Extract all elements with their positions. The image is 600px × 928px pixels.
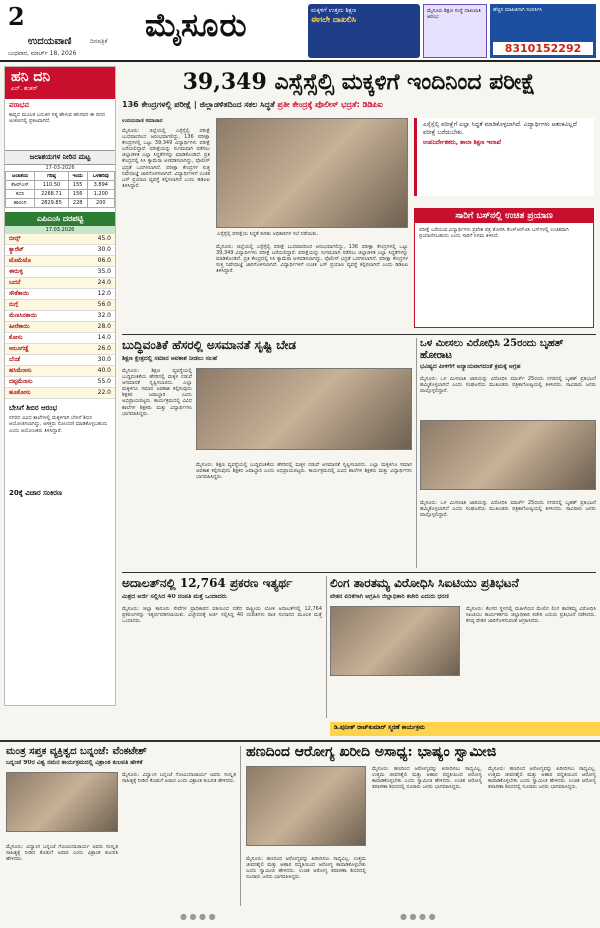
market-rate-date: 17.03.2026 — [5, 226, 115, 234]
masthead — [0, 0, 600, 62]
list-item — [5, 245, 115, 256]
column-divider — [240, 746, 241, 906]
list-item — [5, 388, 115, 399]
ad-text: ಹೆಚ್ಚಿನ ಮಾಹಿತಿಗಾಗಿ ಸಂಪರ್ಕಿಸಿ — [493, 7, 542, 13]
story-b-sub: ಭವಿಷ್ಯದ ಪೀಳಿಗೆಗೆ ಅನ್ಯಾಯವಾಗದಂತೆ ಕ್ರಮಕ್ಕೆ ಆಗ್ರಹ — [420, 364, 521, 370]
left-column — [4, 66, 116, 706]
list-item — [5, 322, 115, 333]
table-header: ಇಂದು — [68, 172, 87, 181]
item-value: 45.0 — [97, 235, 111, 243]
list-item — [5, 278, 115, 289]
bottom-b-body: ಮೈಸೂರು: ಹಣದಿಂದ ಆರೋಗ್ಯವನ್ನು ಖರೀದಿಸಲು ಸಾಧ್ಯವಿಲ್ಲ. ಉತ್ತಮ ಜೀವನಶೈಲಿ ಮತ್ತು ಆಹಾರ ಪದ್ಧತಿಯಿಂದ ಆರೋಗ್ಯ ಕಾಪಾಡಿಕೊಳ್ಳಬೇಕು ಎಂದು ಸ್ವಾಮೀಜಿ ಹೇಳಿದರು. ಉಚಿತ ಆರೋಗ್ಯ ತಪಾಸಣಾ ಶಿಬಿರದಲ್ಲಿ ನೂರಾರು ಜನರು ಭಾಗವಹಿಸಿದ್ದರು. — [372, 766, 482, 791]
item-value: 55.0 — [97, 378, 111, 386]
table-cell: 2268.71 — [35, 190, 69, 199]
bottom-a-body: ಮೈಸೂರು: ವಿದ್ವಾಂಸ ಬನ್ನಂಜೆ ಗೋವಿಂದಾಚಾರ್ಯ ಅವರು ಸಂಸ್ಕೃತ ಸಾಹಿತ್ಯಕ್ಕೆ ನೀಡಿದ ಕೊಡುಗೆ ಅಪಾರ ಎಂದು ವಿಶ್ರಾಂತ ಕುಲಪತಿ ಹೇಳಿದರು. — [122, 772, 236, 785]
table-header: ಜಲಾಶಯ — [6, 172, 35, 181]
transport-box-title: ಸಾರಿಗೆ ಬಸ್‌ನಲ್ಲಿ ಉಚಿತ ಪ್ರಯಾಣ — [415, 209, 593, 223]
divider — [122, 334, 596, 335]
lead-subheading — [122, 100, 596, 110]
item-value: 40.0 — [97, 367, 111, 375]
bottom-a-body-cont: ಮೈಸೂರು: ವಿದ್ವಾಂಸ ಬನ್ನಂಜೆ ಗೋವಿಂದಾಚಾರ್ಯ ಅವರು ಸಂಸ್ಕೃತ ಸಾಹಿತ್ಯಕ್ಕೆ ನೀಡಿದ ಕೊಡುಗೆ ಅಪಾರ ಎಂದು ವಿಶ್ರಾಂತ ಕುಲಪತಿ ಹೇಳಿದರು. — [6, 844, 118, 863]
item-value: 56.0 — [97, 301, 111, 309]
transport-box-text: ಪರೀಕ್ಷೆ ಬರೆಯುವ ವಿದ್ಯಾರ್ಥಿಗಳು ಪ್ರವೇಶ ಪತ್ರ ತೋರಿಸಿ ಕೆಎಸ್‌ಆರ್‌ಟಿಸಿ ಬಸ್‌ಗಳಲ್ಲಿ ಉಚಿತವಾಗಿ ಪ್ರಯಾಣಿಸಬಹುದು ಎಂದು ಸಾರಿಗೆ ನಿಗಮ ತಿಳಿಸಿದೆ. — [419, 227, 569, 240]
item-name: ಬದನೆ — [9, 279, 21, 287]
story-d-sub: ವೇತನ ಏರಿಕೆಗಾಗಿ ಆಗ್ರಹಿಸಿ ಜಿಲ್ಲಾಧಿಕಾರಿ ಕಚೇರಿ ಎದುರು ಧರಣಿ — [330, 594, 449, 600]
table-row — [6, 181, 115, 190]
left-story2-title: 20ಕ್ಕೆ ವಿಚಾರ ಸಂಕಿರಣ — [9, 489, 62, 498]
story-c-body: ಮೈಸೂರು: ಜಿಲ್ಲಾ ಕಾನೂನು ಸೇವೆಗಳ ಪ್ರಾಧಿಕಾರದ ವತಿಯಿಂದ ನಡೆದ ರಾಷ್ಟ್ರೀಯ ಲೋಕ ಅದಾಲತ್‌ನಲ್ಲಿ 12,764 ಪ್ರಕರಣಗಳನ್ನು ಇತ್ಯರ್ಥಪಡಿಸಲಾಯಿತು. ವಿಚ್ಛೇದನಕ್ಕೆ ಅರ್ಜಿ ಸಲ್ಲಿಸಿದ್ದ 40 ದಂಪತಿಗಳು ರಾಜಿ ಸಂಧಾನದ ಮೂಲಕ ಮತ್ತೆ ಒಂದಾದರು. — [122, 606, 322, 625]
story-b-body: ಮೈಸೂರು: ಒಳ ಮೀಸಲಾತಿ ಜಾರಿಯನ್ನು ವಿರೋಧಿಸಿ ಮಾರ್ಚ್ 25ರಂದು ನಗರದಲ್ಲಿ ಬೃಹತ್ ಪ್ರತಿಭಟನೆ ಹಮ್ಮಿಕೊಳ್ಳಲಾಗಿದೆ ಎಂದು ಸಂಘಟನೆಯ ಮುಖಂಡರು ಪತ್ರಿಕಾಗೋಷ್ಠಿಯಲ್ಲಿ ತಿಳಿಸಿದರು. ಸಾವಿರಾರು ಜನರು ಪಾಲ್ಗೊಳ್ಳಲಿದ್ದಾರೆ. — [420, 376, 596, 395]
table-row — [6, 190, 115, 199]
item-name: ದಪ್ಪಮೆಣಸು — [9, 378, 33, 386]
story-a-body: ಮೈಸೂರು: ಶಿಕ್ಷಣ ವ್ಯವಸ್ಥೆಯಲ್ಲಿ ಬುದ್ಧಿವಂತಿಕೆಯ ಹೆಸರಿನಲ್ಲಿ ಮಕ್ಕಳ ನಡುವೆ ಅಸಮಾನತೆ ಸೃಷ್ಟಿಸಬಾರದು. ಎಲ್ಲಾ ಮಕ್ಕಳಿಗೂ ಸಮಾನ ಅವಕಾಶ ಕಲ್ಪಿಸುವುದು ಶಿಕ್ಷಕರ ಜವಾಬ್ದಾರಿ ಎಂದು ಅಭಿಪ್ರಾಯಪಟ್ಟರು. ಕಾರ್ಯಕ್ರಮದಲ್ಲಿ ವಿವಿಧ ಶಾಲೆಗಳ ಶಿಕ್ಷಕರು ಮತ್ತು ವಿದ್ಯಾರ್ಥಿಗಳು ಭಾಗವಹಿಸಿದ್ದರು. — [122, 368, 192, 417]
advertisement-school[interactable] — [308, 4, 420, 58]
section-title: ಮೈಸೂರು — [145, 6, 248, 44]
poem-title: ಪರಾಭವ — [9, 101, 29, 109]
reservoir-title: ಜಲಾಶಯಗಳ ನೀರಿನ ಮಟ್ಟ — [5, 150, 115, 165]
item-value: 12.0 — [97, 290, 111, 298]
transport-box — [414, 208, 594, 328]
table-cell: 156 — [68, 190, 87, 199]
honey-dani-header — [5, 67, 115, 99]
item-value: 30.0 — [97, 246, 111, 254]
column-title: ಹನಿ ದನಿ — [11, 69, 51, 85]
story-a-body-cont: ಮೈಸೂರು: ಶಿಕ್ಷಣ ವ್ಯವಸ್ಥೆಯಲ್ಲಿ ಬುದ್ಧಿವಂತಿಕೆಯ ಹೆಸರಿನಲ್ಲಿ ಮಕ್ಕಳ ನಡುವೆ ಅಸಮಾನತೆ ಸೃಷ್ಟಿಸಬಾರದು. ಎಲ್ಲಾ ಮಕ್ಕಳಿಗೂ ಸಮಾನ ಅವಕಾಶ ಕಲ್ಪಿಸುವುದು ಶಿಕ್ಷಕರ ಜವಾಬ್ದಾರಿ ಎಂದು ಅಭಿಪ್ರಾಯಪಟ್ಟರು. ಕಾರ್ಯಕ್ರಮದಲ್ಲಿ ವಿವಿಧ ಶಾಲೆಗಳ ಶಿಕ್ಷಕರು ಮತ್ತು ವಿದ್ಯಾರ್ಥಿಗಳು ಭಾಗವಹಿಸಿದ್ದರು. — [196, 462, 412, 481]
list-item — [5, 234, 115, 245]
item-name: ಹಸಿಮೆಣಸು — [9, 367, 32, 375]
column-divider — [326, 576, 327, 718]
lead-body-cont: ಮೈಸೂರು: ಜಿಲ್ಲೆಯಲ್ಲಿ ಎಸ್ಸೆಸ್ಸೆಲ್ಸಿ ಪರೀಕ್ಷೆ ಬುಧವಾರದಿಂದ ಆರಂಭವಾಗಲಿದ್ದು, 136 ಪರೀಕ್ಷಾ ಕೇಂದ್ರಗಳಲ್ಲಿ ಒಟ್ಟು 39,349 ವಿದ್ಯಾರ್ಥಿಗಳು ಪರೀಕ್ಷೆ ಬರೆಯಲಿದ್ದಾರೆ. ಪರೀಕ್ಷೆಯನ್ನು ಸುಗಮವಾಗಿ ನಡೆಸಲು ಜಿಲ್ಲಾಡಳಿತ ಎಲ್ಲಾ ಸಿದ್ಧತೆಗಳನ್ನು ಮಾಡಿಕೊಂಡಿದೆ. ಪ್ರತಿ ಕೇಂದ್ರದಲ್ಲಿ ಸಿಸಿ ಕ್ಯಾಮೆರಾ ಅಳವಡಿಸಲಾಗಿದ್ದು, ಪೊಲೀಸ್ ಭದ್ರತೆ ಒದಗಿಸಲಾಗಿದೆ. ಪರೀಕ್ಷಾ ಕೇಂದ್ರಗಳ ಸುತ್ತ ನಿಷೇಧಾಜ್ಞೆ ಜಾರಿಗೊಳಿಸಲಾಗಿದೆ. ವಿದ್ಯಾರ್ಥಿಗಳಿಗೆ ಉಚಿತ ಬಸ್ ಪ್ರಯಾಣ ವ್ಯವಸ್ಥೆ ಕಲ್ಪಿಸಲಾಗಿದೆ ಎಂದು ಡಿಡಿಪಿಐ ತಿಳಿಸಿದ್ದಾರೆ. — [216, 244, 408, 275]
date-line: ಬುಧವಾರ, ಮಾರ್ಚ್ 18, 2026 — [8, 50, 77, 57]
market-rate-title: ಎಪಿಎಂಸಿ ದರಪಟ್ಟಿ — [5, 212, 115, 226]
paper-sub: ದಿನಪತ್ರಿಕೆ — [90, 38, 108, 45]
list-item — [5, 344, 115, 355]
list-item — [5, 289, 115, 300]
story-a-photo[interactable] — [196, 368, 412, 450]
list-item — [5, 267, 115, 278]
story-b-headline[interactable]: ಒಳ ಮೀಸಲು ವಿರೋಧಿಸಿ 25ರಂದು ಬೃಹತ್ ಹೋರಾಟ — [420, 338, 564, 361]
bottom-b-body-more: ಮೈಸೂರು: ಹಣದಿಂದ ಆರೋಗ್ಯವನ್ನು ಖರೀದಿಸಲು ಸಾಧ್ಯವಿಲ್ಲ. ಉತ್ತಮ ಜೀವನಶೈಲಿ ಮತ್ತು ಆಹಾರ ಪದ್ಧತಿಯಿಂದ ಆರೋಗ್ಯ ಕಾಪಾಡಿಕೊಳ್ಳಬೇಕು ಎಂದು ಸ್ವಾಮೀಜಿ ಹೇಳಿದರು. ಉಚಿತ ಆರೋಗ್ಯ ತಪಾಸಣಾ ಶಿಬಿರದಲ್ಲಿ ನೂರಾರು ಜನರು ಭಾಗವಹಿಸಿದ್ದರು. — [246, 856, 366, 881]
table-cell: ಕೆಆರ್‌ಎಸ್ — [6, 181, 35, 190]
reservoir-date: 17-03-2026 — [45, 165, 75, 171]
item-value: 30.0 — [97, 356, 111, 364]
lead-headline[interactable]: 39,349 ಎಸ್ಸೆಸ್ಸೆಲ್ಸಿ ಮಕ್ಕಳಿಗೆ ಇಂದಿನಿಂದ ಪರೀಕ್ಷೆ — [182, 69, 536, 95]
lead-body: ಮೈಸೂರು: ಜಿಲ್ಲೆಯಲ್ಲಿ ಎಸ್ಸೆಸ್ಸೆಲ್ಸಿ ಪರೀಕ್ಷೆ ಬುಧವಾರದಿಂದ ಆರಂಭವಾಗಲಿದ್ದು, 136 ಪರೀಕ್ಷಾ ಕೇಂದ್ರಗಳಲ್ಲಿ ಒಟ್ಟು 39,349 ವಿದ್ಯಾರ್ಥಿಗಳು ಪರೀಕ್ಷೆ ಬರೆಯಲಿದ್ದಾರೆ. ಪರೀಕ್ಷೆಯನ್ನು ಸುಗಮವಾಗಿ ನಡೆಸಲು ಜಿಲ್ಲಾಡಳಿತ ಎಲ್ಲಾ ಸಿದ್ಧತೆಗಳನ್ನು ಮಾಡಿಕೊಂಡಿದೆ. ಪ್ರತಿ ಕೇಂದ್ರದಲ್ಲಿ ಸಿಸಿ ಕ್ಯಾಮೆರಾ ಅಳವಡಿಸಲಾಗಿದ್ದು, ಪೊಲೀಸ್ ಭದ್ರತೆ ಒದಗಿಸಲಾಗಿದೆ. ಪರೀಕ್ಷಾ ಕೇಂದ್ರಗಳ ಸುತ್ತ ನಿಷೇಧಾಜ್ಞೆ ಜಾರಿಗೊಳಿಸಲಾಗಿದೆ. ವಿದ್ಯಾರ್ಥಿಗಳಿಗೆ ಉಚಿತ ಬಸ್ ಪ್ರಯಾಣ ವ್ಯವಸ್ಥೆ ಕಲ್ಪಿಸಲಾಗಿದೆ ಎಂದು ಡಿಡಿಪಿಐ ತಿಳಿಸಿದ್ದಾರೆ. — [122, 128, 210, 189]
bottom-a-sub: ಬನ್ನಂಜೆ 90ರ ವಿಶ್ವ ನಮನ ಕಾರ್ಯಕ್ರಮದಲ್ಲಿ ವಿಶ್ರಾಂತ ಕುಲಪತಿ ಹೇಳಿಕೆ — [6, 760, 143, 766]
list-item — [5, 355, 115, 366]
table-cell: 155 — [68, 181, 87, 190]
item-value: 24.0 — [97, 279, 111, 287]
paper-name: ಉದಯವಾಣಿ — [28, 36, 72, 47]
reservoir-table — [5, 171, 115, 208]
item-value: 06.0 — [97, 257, 111, 265]
column-author: ಎನ್. ಶಂಕರ್ — [11, 85, 38, 92]
item-name: ಮೆಣಸಿನಕಾಯಿ — [9, 312, 37, 320]
ad-highlight: ಈಗಲೇ ದಾಖಲಿಸಿ — [311, 15, 357, 24]
registration-mark: ● ● ● ● — [400, 912, 436, 921]
market-rate-list — [5, 234, 115, 399]
lead-quote — [414, 118, 594, 196]
advertisement-admission[interactable] — [423, 4, 487, 58]
story-b-photo[interactable] — [420, 420, 596, 490]
item-name: ಈರುಳ್ಳಿ — [9, 268, 23, 276]
story-b-body-cont: ಮೈಸೂರು: ಒಳ ಮೀಸಲಾತಿ ಜಾರಿಯನ್ನು ವಿರೋಧಿಸಿ ಮಾರ್ಚ್ 25ರಂದು ನಗರದಲ್ಲಿ ಬೃಹತ್ ಪ್ರತಿಭಟನೆ ಹಮ್ಮಿಕೊಳ್ಳಲಾಗಿದೆ ಎಂದು ಸಂಘಟನೆಯ ಮುಖಂಡರು ಪತ್ರಿಕಾಗೋಷ್ಠಿಯಲ್ಲಿ ತಿಳಿಸಿದರು. ಸಾವಿರಾರು ಜನರು ಪಾಲ್ಗೊಳ್ಳಲಿದ್ದಾರೆ. — [420, 500, 596, 519]
list-item — [5, 333, 115, 344]
item-value: 28.0 — [97, 323, 111, 331]
table-cell: 228 — [68, 199, 87, 208]
item-name: ಸೌತೆಕಾಯಿ — [9, 290, 30, 298]
item-name: ಬೀನ್ಸ್ — [9, 235, 21, 243]
list-item — [5, 377, 115, 388]
item-name: ಆಲೂಗಡ್ಡೆ — [9, 345, 29, 353]
ad-phone-number: 8310152292 — [493, 42, 593, 55]
table-cell: 110.50 — [35, 181, 69, 190]
table-cell: 2829.85 — [35, 199, 69, 208]
divider — [0, 740, 600, 742]
bottom-b-headline[interactable]: ಹಣದಿಂದ ಆರೋಗ್ಯ ಖರೀದಿ ಅಸಾಧ್ಯ: ಭಾಷ್ಯಂ ಸ್ವಾಮೀಜಿ — [246, 744, 497, 760]
item-name: ಹೂಕೋಸು — [9, 389, 31, 397]
lead-sub: 136 ಕೇಂದ್ರಗಳಲ್ಲಿ ಪರೀಕ್ಷೆ | ಜಿಲ್ಲಾಡಳಿತದಿಂದ ಸಕಲ ಸಿದ್ಧತೆ — [122, 100, 275, 109]
bottom-b-body-cont: ಮೈಸೂರು: ಹಣದಿಂದ ಆರೋಗ್ಯವನ್ನು ಖರೀದಿಸಲು ಸಾಧ್ಯವಿಲ್ಲ. ಉತ್ತಮ ಜೀವನಶೈಲಿ ಮತ್ತು ಆಹಾರ ಪದ್ಧತಿಯಿಂದ ಆರೋಗ್ಯ ಕಾಪಾಡಿಕೊಳ್ಳಬೇಕು ಎಂದು ಸ್ವಾಮೀಜಿ ಹೇಳಿದರು. ಉಚಿತ ಆರೋಗ್ಯ ತಪಾಸಣಾ ಶಿಬಿರದಲ್ಲಿ ನೂರಾರು ಜನರು ಭಾಗವಹಿಸಿದ್ದರು. — [488, 766, 596, 791]
list-item — [5, 366, 115, 377]
ad-text: ಮೈಸೂರು ಶಿಕ್ಷಣ ಸಂಸ್ಥೆ ದಾಖಲಾತಿ ಆರಂಭ — [427, 8, 481, 20]
divider — [122, 572, 596, 573]
advertisement-contact[interactable] — [490, 4, 596, 58]
table-row — [6, 199, 115, 208]
promo-strip[interactable]: ಡಿ.ಪುನೀತ್ ರಾಜ್‌ಕುಮಾರ್ ಸ್ಮರಣೆ ಕಾರ್ಯಕ್ರಮ — [330, 722, 600, 736]
bottom-b-photo[interactable] — [246, 766, 366, 846]
lead-byline: ಉದಯವಾಣಿ ಸಮಾಚಾರ — [122, 118, 163, 124]
item-name: ಬೆಂಡೆ — [9, 356, 21, 364]
item-name: ಕ್ಯಾರೆಟ್ — [9, 246, 24, 254]
story-d-photo[interactable] — [330, 606, 460, 676]
registration-mark: ● ● ● ● — [180, 912, 216, 921]
table-header: ಗರಿಷ್ಠ — [35, 172, 69, 181]
table-cell: ಕಬಿನಿ — [6, 190, 35, 199]
ad-line: ಮಕ್ಕಳಿಗೆ ಉತ್ತಮ ಶಿಕ್ಷಣ — [311, 7, 357, 14]
table-cell: 200 — [87, 199, 114, 208]
list-item — [5, 256, 115, 267]
column-divider — [416, 338, 417, 568]
left-story-title: ಬೇಸಿಗೆ ಶಿಬಿರ ಆರಂಭ — [9, 404, 58, 413]
item-value: 14.0 — [97, 334, 111, 342]
poem-text: ಕಾವ್ಯದ ಮೂಲಕ ಬದುಕಿನ ಸತ್ಯ ಹೇಳುವ ಹನಿಗವನ ಈ ದಿನದ ಅಂಕಣದಲ್ಲಿ ಪ್ರಕಟವಾಗಿದೆ. — [9, 112, 106, 125]
lead-photo-caption: ಎಸ್ಸೆಸ್ಸೆಲ್ಸಿ ಪರೀಕ್ಷೆಯ ಸಿದ್ಧತೆ ಕುರಿತು ಅಧಿಕಾರಿಗಳ ಸಭೆ ನಡೆಯಿತು. — [217, 231, 319, 237]
story-c-headline[interactable]: ಅದಾಲತ್‌ನಲ್ಲಿ 12,764 ಪ್ರಕರಣ ಇತ್ಯರ್ಥ — [122, 576, 293, 590]
story-a-headline[interactable]: ಬುದ್ಧಿವಂತಿಕೆ ಹೆಸರಲ್ಲಿ ಅಸಮಾನತೆ ಸೃಷ್ಟಿ ಬೇಡ — [122, 338, 297, 352]
quote-author: ಉಪನಿರ್ದೇಶಕರು, ಶಾಲಾ ಶಿಕ್ಷಣ ಇಲಾಖೆ — [423, 139, 502, 146]
left-story-text: ನಗರದ ವಿವಿಧ ಶಾಲೆಗಳಲ್ಲಿ ಮಕ್ಕಳಿಗಾಗಿ ಬೇಸಿಗೆ ಶಿಬಿರ ಆಯೋಜಿಸಲಾಗಿದ್ದು, ಆಸಕ್ತರು ನೋಂದಣಿ ಮಾಡಿಕೊಳ್ಳಬಹುದು ಎಂದು ಆಯೋಜಕರು ತಿಳಿಸಿದ್ದಾರೆ. — [9, 415, 108, 434]
quote-text: ಎಸ್ಸೆಸ್ಸೆಲ್ಸಿ ಪರೀಕ್ಷೆಗೆ ಎಲ್ಲಾ ಸಿದ್ಧತೆ ಮಾಡಿಕೊಳ್ಳಲಾಗಿದೆ. ವಿದ್ಯಾರ್ಥಿಗಳು ಆತಂಕವಿಲ್ಲದೆ ಪರೀಕ್ಷೆ ಬರೆಯಬೇಕು. — [423, 121, 577, 136]
item-name: ನುಗ್ಗೆ — [9, 301, 19, 309]
item-name: ಟೊಮೆಟೊ — [9, 257, 31, 265]
story-c-sub: ಮಿಶ್ರದ ಅರ್ಜಿ ಸಲ್ಲಿಸಿದ 40 ದಂಪತಿ ಮತ್ತೆ ಒಂದಾದರು — [122, 594, 227, 600]
table-cell: 3,894 — [87, 181, 114, 190]
bottom-a-headline[interactable]: ಮಂತ್ರ ಸಪ್ತಕ ವ್ಯಕ್ತಿತ್ವದ ಬನ್ನಂಜೆ: ವೆಂಕಟೇಶ್ — [6, 746, 147, 757]
item-value: 35.0 — [97, 268, 111, 276]
list-item — [5, 300, 115, 311]
lead-photo[interactable] — [216, 118, 408, 237]
item-value: 26.0 — [97, 345, 111, 353]
item-value: 32.0 — [97, 312, 111, 320]
lead-sub-red: ಪ್ರತೀ ಕೇಂದ್ರಕ್ಕೆ ಪೊಲೀಸ್ ಭದ್ರತೆ: ಡಿಡಿಪಿಐ — [277, 100, 383, 109]
story-d-body: ಮೈಸೂರು: ಕೆಲಸದ ಸ್ಥಳದಲ್ಲಿ ಮಹಿಳೆಯರ ಮೇಲಿನ ಲಿಂಗ ತಾರತಮ್ಯ ವಿರೋಧಿಸಿ ಸಿಐಟಿಯು ಕಾರ್ಯಕರ್ತರು ಜಿಲ್ಲಾಧಿಕಾರಿ ಕಚೇರಿ ಎದುರು ಪ್ರತಿಭಟನೆ ನಡೆಸಿದರು. ಕನಿಷ್ಠ ವೇತನ ಜಾರಿಗೊಳಿಸುವಂತೆ ಆಗ್ರಹಿಸಿದರು. — [466, 606, 596, 625]
story-d-headline[interactable]: ಲಿಂಗ ತಾರತಮ್ಯ ವಿರೋಧಿಸಿ ಸಿಐಟಿಯು ಪ್ರತಿಭಟನೆ — [330, 576, 519, 590]
list-item — [5, 311, 115, 322]
story-a-sub: ಶಿಕ್ಷಣ ಕ್ಷೇತ್ರದಲ್ಲಿ ಸಮಾನ ಅವಕಾಶ ನೀಡಲು ಸಲಹೆ — [122, 356, 218, 362]
table-cell: ಹಾರಂಗಿ — [6, 199, 35, 208]
item-name: ಹೀರೆಕಾಯಿ — [9, 323, 30, 331]
bottom-a-photo[interactable] — [6, 772, 118, 832]
item-value: 22.0 — [97, 389, 111, 397]
table-cell: 1,200 — [87, 190, 114, 199]
item-name: ಕೋಸು — [9, 334, 23, 342]
table-header: ಒಳಹರಿವು — [87, 172, 114, 181]
page-number: 2 — [8, 2, 25, 31]
